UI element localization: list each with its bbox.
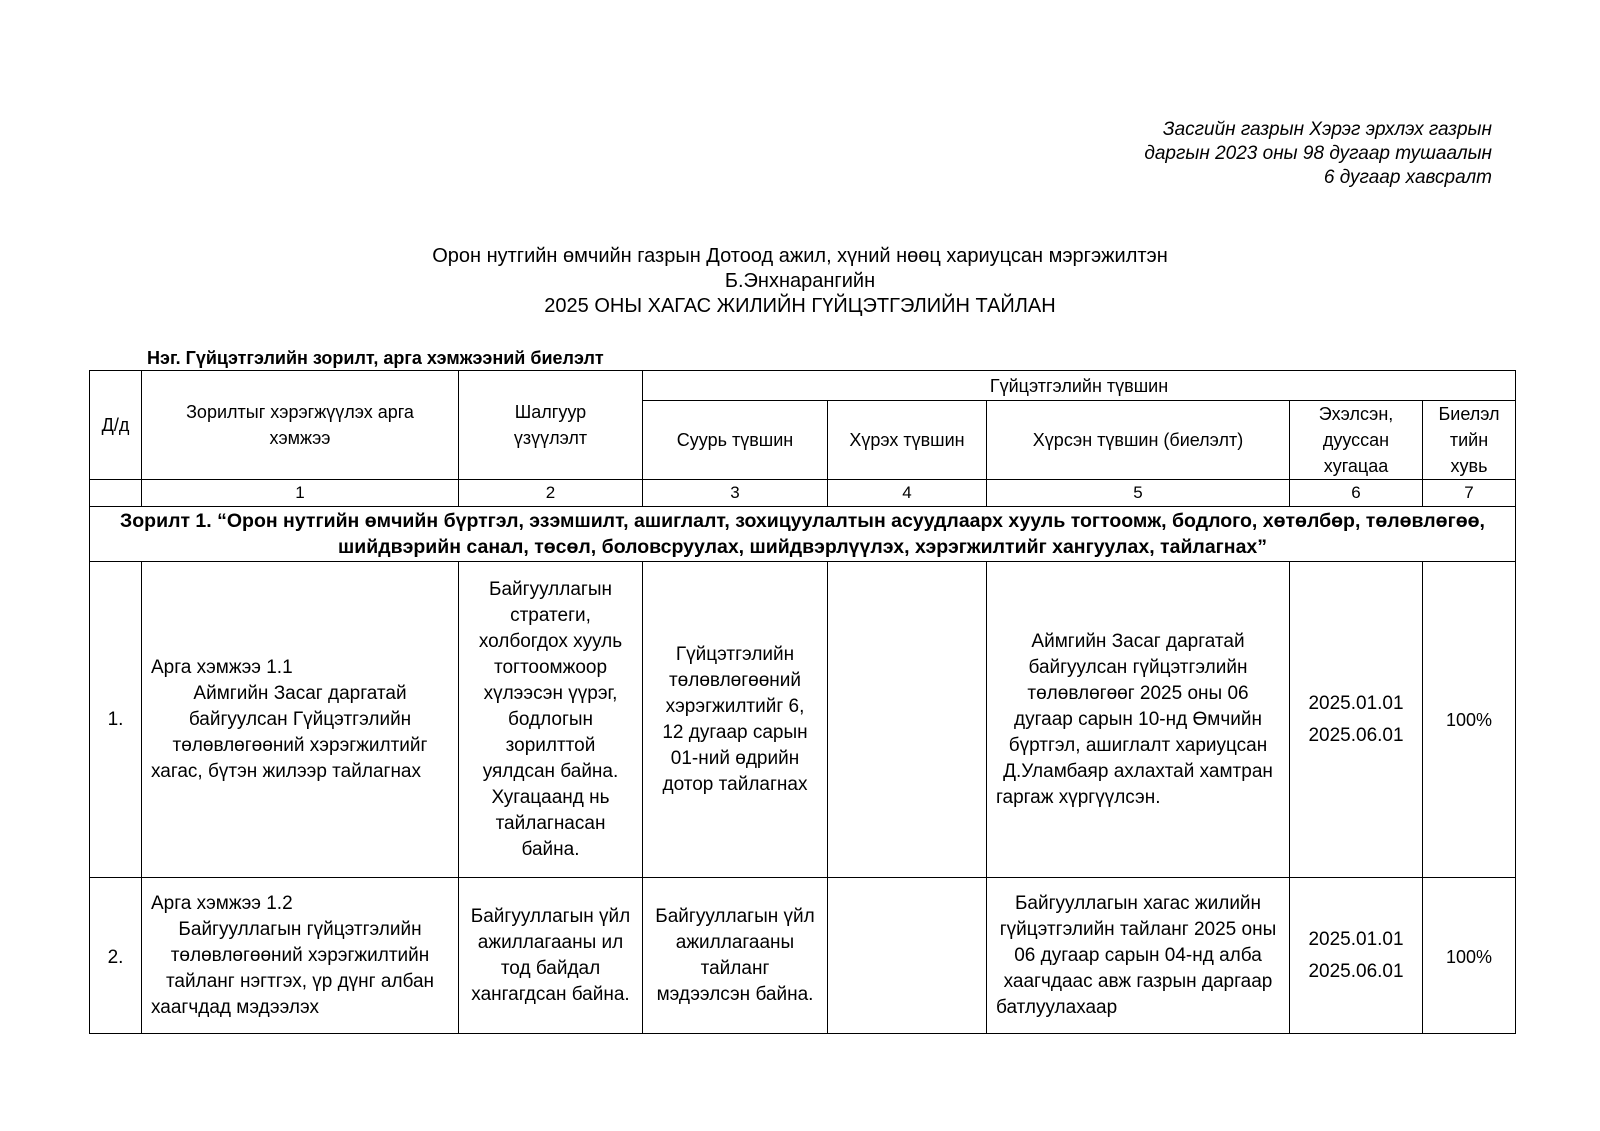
achieved-level-cell: Байгууллагын хагас жилийн гүйцэтгэлийн тайланг 2025 оны 06 дугаар сарын 04-нд алба хаагчдаас авж газрын даргаар батлуулахаар bbox=[987, 878, 1290, 1034]
percent-cell: 100% bbox=[1423, 878, 1516, 1034]
criteria-cell: Байгууллагын стратеги, холбогдох хууль тогтоомжоор хүлээсэн үүрэг, бодлогын зорилттой уялдсан байна. Хугацаанд нь тайлагнасан байна. bbox=[459, 562, 643, 878]
attachment-line-1: Засгийн газрын Хэрэг эрхлэх газрын bbox=[1162, 119, 1492, 140]
period-cell bbox=[1290, 878, 1423, 1034]
column-number: 6 bbox=[1290, 480, 1423, 507]
column-number: 7 bbox=[1423, 480, 1516, 507]
section-heading: Нэг. Гүйцэтгэлийн зорилт, арга хэмжээний биелэлт bbox=[147, 348, 604, 368]
column-number: 1 bbox=[142, 480, 459, 507]
column-number-empty bbox=[90, 480, 142, 507]
percent-cell: 100% bbox=[1423, 562, 1516, 878]
performance-table bbox=[89, 370, 1516, 1034]
column-number: 2 bbox=[459, 480, 643, 507]
table-row bbox=[90, 562, 1516, 878]
measure-title: Арга хэмжээ 1.2 bbox=[151, 892, 293, 914]
title-line-1: Орон нутгийн өмчийн газрын Дотоод ажил, хүний нөөц хариуцсан мэргэжилтэн bbox=[432, 245, 1168, 267]
end-date: 2025.06.01 bbox=[1308, 724, 1404, 746]
attachment-note bbox=[892, 118, 1492, 190]
title-line-2: Б.Энхнарангийн bbox=[724, 270, 876, 292]
header-achieved: Хүрсэн түвшин (биелэлт) bbox=[987, 401, 1290, 480]
achieved-level-cell: Аймгийн Засаг даргатай байгуулсан гүйцэтгэлийн төлөвлөгөөг 2025 оны 06 дугаар сарын 10-нд Өмчийн бүртгэл, ашиглалт хариуцсан Д.Уламбаяр ахлахтай хамтран гаргаж хүргүүлсэн. bbox=[987, 562, 1290, 878]
base-level-cell: Гүйцэтгэлийн төлөвлөгөөний хэрэгжилтийг 6, 12 дугаар сарын 01-ний өдрийн дотор тайлагнах bbox=[643, 562, 828, 878]
target-level-cell bbox=[828, 878, 987, 1034]
row-no: 1. bbox=[90, 562, 142, 878]
measure-cell bbox=[142, 562, 459, 878]
attachment-line-3: 6 дугаар хавсралт bbox=[1323, 167, 1492, 188]
column-number: 4 bbox=[828, 480, 987, 507]
start-date: 2025.01.01 bbox=[1308, 928, 1404, 950]
criteria-cell: Байгууллагын үйл ажиллагааны ил тод байдал хангагдсан байна. bbox=[459, 878, 643, 1034]
column-number: 5 bbox=[987, 480, 1290, 507]
column-number: 3 bbox=[643, 480, 828, 507]
header-period: Эхэлсэн, дууссан хугацаа bbox=[1290, 401, 1423, 480]
period-cell bbox=[1290, 562, 1423, 878]
header-level-group: Гүйцэтгэлийн түвшин bbox=[643, 371, 1516, 401]
measure-cell bbox=[142, 878, 459, 1034]
end-date: 2025.06.01 bbox=[1308, 960, 1404, 982]
header-measure: Зорилтыг хэрэгжүүлэх арга хэмжээ bbox=[142, 371, 459, 480]
target-level-cell bbox=[828, 562, 987, 878]
header-criteria: Шалгуур үзүүлэлт bbox=[459, 371, 643, 480]
measure-text: Аймгийн Засаг даргатай байгуулсан Гүйцэтгэлийн төлөвлөгөөний хэрэгжилтийг хагас, бүтэн жилээр тайлагнах bbox=[151, 682, 428, 782]
header-no: Д/д bbox=[90, 371, 142, 480]
header-percent: Биелэл тийн хувь bbox=[1423, 401, 1516, 480]
header-target: Хүрэх түвшин bbox=[828, 401, 987, 480]
base-level-cell: Байгууллагын үйл ажиллагааны тайланг мэдээлсэн байна. bbox=[643, 878, 828, 1034]
goal-row: Зорилт 1. “Орон нутгийн өмчийн бүртгэл, эзэмшилт, ашиглалт, зохицуулалтын асуудлаарх хууль тогтоомж, бодлого, хөтөлбөр, төлөвлөгөө, шийдвэрийн санал, төсөл, боловсруулах, шийдвэрлүүлэх, хэрэгжилтийг хангуулах, тайлагнах” bbox=[90, 507, 1516, 562]
header-base: Суурь түвшин bbox=[643, 401, 828, 480]
report-title bbox=[0, 244, 1600, 319]
row-no: 2. bbox=[90, 878, 142, 1034]
attachment-line-2: даргын 2023 оны 98 дугаар тушаалын bbox=[1144, 143, 1492, 164]
title-line-3: 2025 ОНЫ ХАГАС ЖИЛИЙН ГҮЙЦЭТГЭЛИЙН ТАЙЛАН bbox=[544, 295, 1056, 317]
measure-text: Байгууллагын гүйцэтгэлийн төлөвлөгөөний хэрэгжилтийн тайланг нэгтгэх, үр дүнг албан хаагчдад мэдээлэх bbox=[151, 918, 435, 1018]
table-row bbox=[90, 878, 1516, 1034]
measure-title: Арга хэмжээ 1.1 bbox=[151, 656, 293, 678]
start-date: 2025.01.01 bbox=[1308, 692, 1404, 714]
